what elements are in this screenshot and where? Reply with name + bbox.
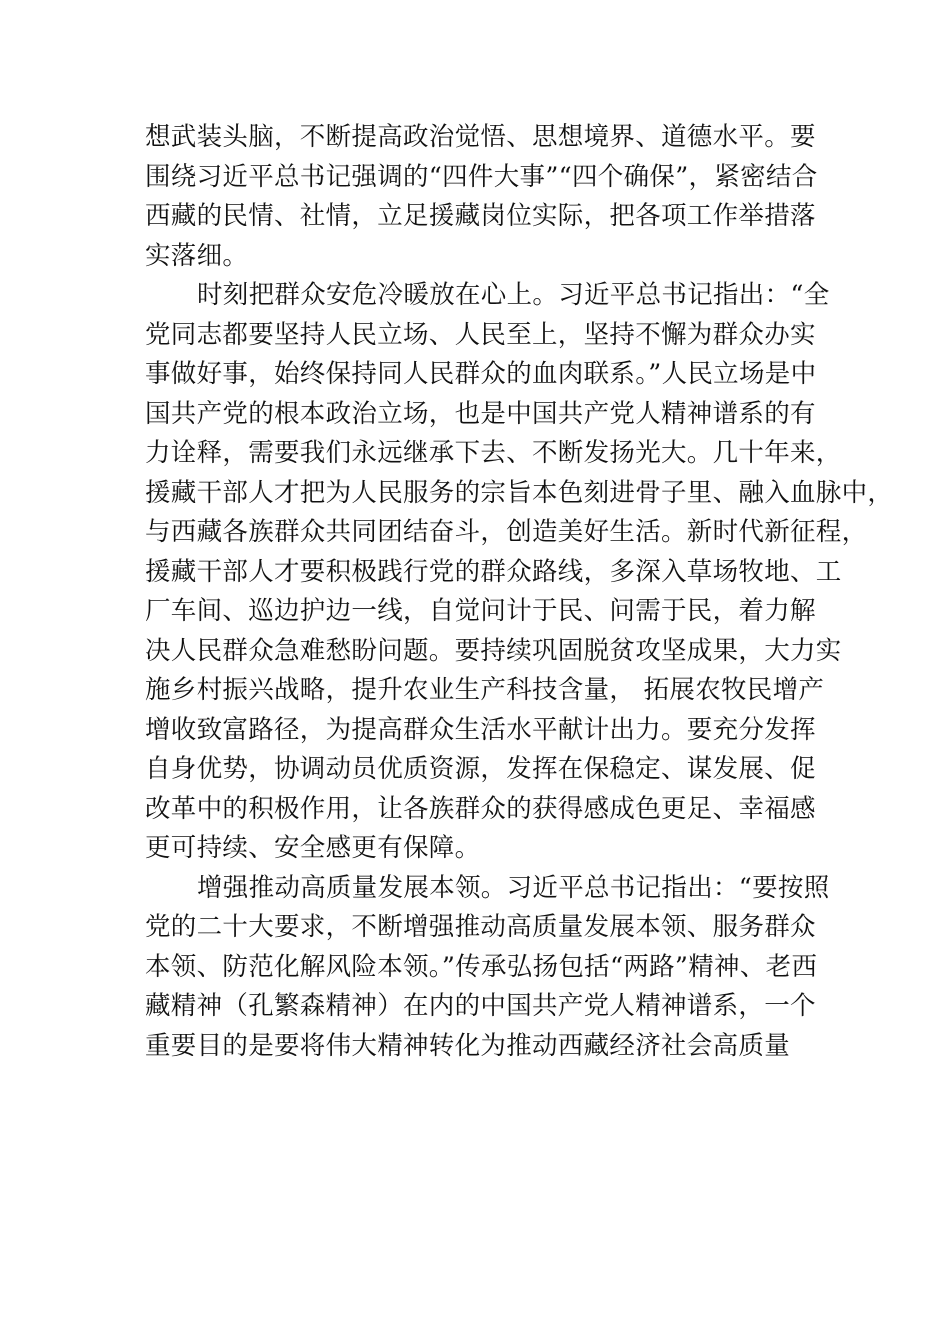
text-line: 本领、防范化解风险本领。”传承弘扬包括“两路”精神、老西: [145, 951, 818, 982]
text-line: 西藏的民情、社情，立足援藏岗位实际，把各项工作举措落: [145, 201, 816, 231]
text-line: 国共产党的根本政治立场，也是中国共产党人精神谱系的有: [145, 398, 816, 429]
text-line: 党同志都要坚持人民立场、人民至上，坚持不懈为群众办实: [145, 319, 816, 350]
paragraph-first-line: 增强推动高质量发展本领。习近平总书记指出：“要按照: [197, 872, 830, 903]
text-line: 党的二十大要求，不断增强推动高质量发展本领、服务群众: [145, 912, 816, 942]
text-line: 增收致富路径，为提高群众生活水平献计出力。要充分发挥: [145, 714, 816, 745]
text-line: 援藏干部人才要积极践行党的群众路线，多深入草场牧地、工: [145, 556, 842, 587]
text-line: 改革中的积极作用，让各族群众的获得感成色更足、幸福感: [145, 793, 816, 824]
text-line: 施乡村振兴战略，提升农业生产科技含量， 拓展农牧民增产: [145, 675, 825, 705]
document-body: [145, 118, 894, 1066]
text-line: 实落细。: [145, 240, 249, 271]
text-line: 更可持续、安全感更有保障。: [145, 833, 481, 863]
text-line: 决人民群众急难愁盼问题。要持续巩固脱贫攻坚成果，大力实: [145, 635, 842, 666]
text-line: 事做好事，始终保持同人民群众的血肉联系。”人民立场是中: [145, 359, 817, 389]
text-line: 厂车间、巡边护边一线，自觉问计于民、问需于民，着力解: [145, 596, 816, 626]
text-line: 自身优势，协调动员优质资源，发挥在保稳定、谋发展、促: [145, 754, 816, 784]
text-line: 援藏干部人才把为人民服务的宗旨本色刻进骨子里、融入血脉中，: [145, 477, 894, 508]
text-line: 围绕习近平总书记强调的“四件大事”“四个确保”，紧密结合: [145, 161, 818, 192]
text-line: 力诠释，需要我们永远继承下去、不断发扬光大。几十年来，: [145, 438, 842, 468]
text-line: 重要目的是要将伟大精神转化为推动西藏经济社会高质量: [145, 1030, 791, 1061]
text-line: 与西藏各族群众共同团结奋斗，创造美好生活。新时代新征程，: [145, 517, 868, 547]
paragraph-first-line: 时刻把群众安危冷暖放在心上。习近平总书记指出：“全: [197, 280, 830, 310]
text-line: 藏精神（孔繁森精神）在内的中国共产党人精神谱系，一个: [145, 991, 816, 1021]
text-line: 想武装头脑，不断提高政治觉悟、思想境界、道德水平。要: [145, 122, 816, 152]
